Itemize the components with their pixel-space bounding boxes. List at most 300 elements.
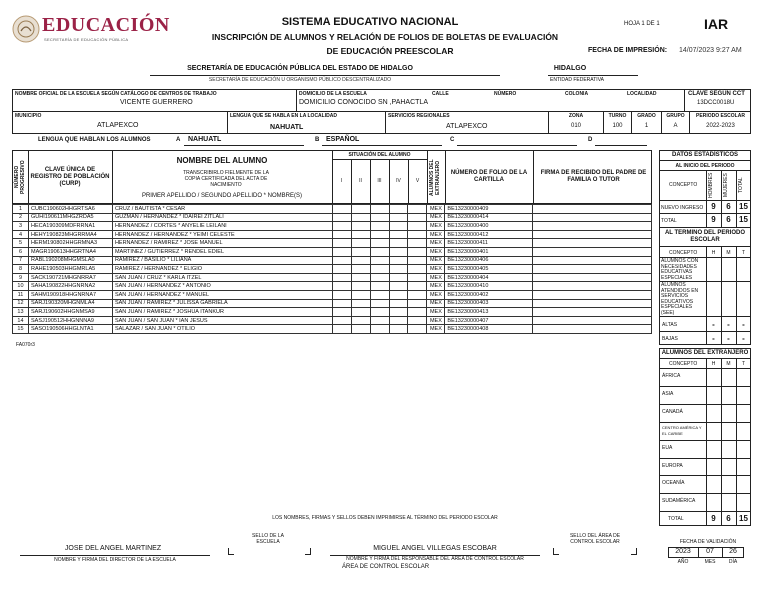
sheet-number: HOJA 1 DE 1 bbox=[624, 21, 660, 27]
seal-logo bbox=[12, 15, 40, 43]
row-sit-4 bbox=[389, 256, 408, 265]
row-foreign: MEX bbox=[427, 325, 445, 334]
row-sit-1 bbox=[332, 325, 351, 334]
cct-label: CLAVE SEGÚN CCT bbox=[688, 91, 745, 97]
row-name: HERNANDEZ / HERNANDEZ * YEIMI CELESTE bbox=[112, 230, 332, 239]
form-version: FA070r3 bbox=[16, 342, 35, 348]
row-curp: SARJ190602HHGNMSA9 bbox=[28, 308, 112, 317]
row-number: 2 bbox=[13, 213, 29, 222]
row-curp: MAGR190613HHGRTNA4 bbox=[28, 247, 112, 256]
row-sit-2 bbox=[351, 308, 370, 317]
row-sit-1 bbox=[332, 299, 351, 308]
state-caption: ENTIDAD FEDERATIVA bbox=[550, 77, 604, 83]
language: NAHUATL bbox=[270, 124, 304, 131]
row-sit-2 bbox=[351, 247, 370, 256]
row-sit-5 bbox=[408, 308, 427, 317]
situation-3: III bbox=[377, 178, 382, 184]
row-curp: SASJ190512HHGNNNA9 bbox=[28, 316, 112, 325]
bajas-t: - bbox=[742, 334, 745, 343]
col-number: NÚMERO PROGRESIVO bbox=[14, 160, 26, 194]
row-folio: BE13230000407 bbox=[445, 316, 533, 325]
street-label: CALLE bbox=[432, 91, 449, 97]
total-t: 15 bbox=[739, 215, 748, 224]
stats-title: DATOS ESTADÍSTICOS bbox=[671, 152, 738, 158]
row-curp: CUBC190602HHGRTSA6 bbox=[28, 205, 112, 214]
col-name-note: TRANSCRIBIRLO FIELMENTE DE LA COPIA CERTIFICADA DEL ACTA DE NACIMIENTO bbox=[183, 170, 269, 188]
row-receipt bbox=[533, 256, 652, 265]
area-label: ÁREA DE CONTROL ESCOLAR bbox=[342, 564, 430, 570]
row-name: CRUZ / BAUTISTA * CESAR bbox=[112, 205, 332, 214]
row-folio: BE13230000405 bbox=[445, 265, 533, 274]
row-folio: BE13230000412 bbox=[445, 230, 533, 239]
row-curp: RABL190208MHGMSLA0 bbox=[28, 256, 112, 265]
lang-b-letter: B bbox=[315, 137, 320, 143]
row-foreign: MEX bbox=[427, 230, 445, 239]
row-sit-4 bbox=[389, 239, 408, 248]
regional-label: SERVICIOS REGIONALES bbox=[388, 113, 450, 119]
responsible-name: MIGUEL ANGEL VILLEGAS ESCOBAR bbox=[373, 545, 497, 552]
stats-hombres: HOMBRES bbox=[708, 172, 714, 198]
row-folio: BE13230000406 bbox=[445, 256, 533, 265]
foreign-m: M bbox=[726, 361, 731, 367]
row-sit-4 bbox=[389, 316, 408, 325]
row-number: 13 bbox=[13, 308, 29, 317]
row-curp: HERM190802HHGRMNA3 bbox=[28, 239, 112, 248]
secretaria: SECRETARÍA DE EDUCACIÓN PÚBLICA DEL ESTADO DE HIDALGO bbox=[187, 65, 413, 72]
row-sit-1 bbox=[332, 316, 351, 325]
row-sit-1 bbox=[332, 230, 351, 239]
student-row bbox=[13, 205, 652, 214]
row-sit-4 bbox=[389, 299, 408, 308]
row-receipt bbox=[533, 325, 652, 334]
footer-note: LOS NOMBRES, FIRMAS Y SELLOS DEBEN IMPRIMIRSE AL TÉRMINO DEL PERIODO ESCOLAR bbox=[272, 515, 498, 521]
foreign-region-label: ÁFRICA bbox=[662, 373, 681, 379]
row-name: SAN JUAN / HERNANDEZ * ANTONIO bbox=[112, 282, 332, 291]
row-curp: SARJ190320MHGNMLA4 bbox=[28, 299, 112, 308]
col-name: NOMBRE DEL ALUMNO bbox=[176, 156, 268, 165]
stats-concept: CONCEPTO bbox=[669, 182, 698, 188]
row-name: SAN JUAN / RAMIREZ * JOSHUA ITANKUR bbox=[112, 308, 332, 317]
row-curp: SAHM190918HHGNRNA7 bbox=[28, 290, 112, 299]
end-m: M bbox=[726, 250, 731, 256]
number-label: NÚMERO bbox=[494, 91, 517, 97]
row-number: 11 bbox=[13, 290, 29, 299]
new-entry-t: 15 bbox=[739, 202, 748, 211]
row-sit-1 bbox=[332, 256, 351, 265]
row-curp: HEHY190823MHGRRMA4 bbox=[28, 230, 112, 239]
student-row bbox=[13, 222, 652, 231]
row-number: 7 bbox=[13, 256, 29, 265]
row-name: SAN JUAN / CRUZ * KARLA ITZEL bbox=[112, 273, 332, 282]
row-sit-4 bbox=[389, 282, 408, 291]
seal-school: SELLO DE LA ESCUELA bbox=[252, 533, 284, 545]
turno: 100 bbox=[612, 123, 623, 129]
end-t: T bbox=[741, 250, 746, 256]
foreign-total-t: 15 bbox=[739, 514, 748, 523]
row-sit-3 bbox=[370, 239, 389, 248]
row-sit-3 bbox=[370, 316, 389, 325]
row-receipt bbox=[533, 230, 652, 239]
student-row bbox=[13, 213, 652, 222]
row-curp: SACK190721MHGNRRA7 bbox=[28, 273, 112, 282]
row-sit-3 bbox=[370, 230, 389, 239]
row-sit-1 bbox=[332, 239, 351, 248]
row-folio: BE13230000402 bbox=[445, 290, 533, 299]
row-sit-1 bbox=[332, 205, 351, 214]
new-entry-h: 9 bbox=[711, 202, 716, 211]
row-receipt bbox=[533, 316, 652, 325]
row-folio: BE13230000410 bbox=[445, 282, 533, 291]
total-h: 9 bbox=[711, 215, 716, 224]
row-folio: BE13230000409 bbox=[445, 205, 533, 214]
row-folio: BE13230000414 bbox=[445, 213, 533, 222]
end-concept: CONCEPTO bbox=[669, 250, 698, 256]
row-sit-3 bbox=[370, 205, 389, 214]
row-sit-2 bbox=[351, 316, 370, 325]
row-sit-4 bbox=[389, 222, 408, 231]
month-label: MES bbox=[704, 559, 716, 565]
row-sit-1 bbox=[332, 265, 351, 274]
row-name: SAN JUAN / HERNANDEZ * MANUEL bbox=[112, 290, 332, 299]
stats-end: AL TERMINO DEL PERIODO ESCOLAR bbox=[664, 230, 746, 243]
row-sit-5 bbox=[408, 205, 427, 214]
row-receipt bbox=[533, 265, 652, 274]
lang-b: ESPAÑOL bbox=[326, 136, 360, 143]
altas-m: - bbox=[727, 320, 730, 329]
lang-a-letter: A bbox=[176, 137, 181, 143]
end-h: H bbox=[711, 250, 716, 256]
row-folio: BE13230000400 bbox=[445, 222, 533, 231]
foreign-total-h: 9 bbox=[711, 514, 716, 523]
student-row bbox=[13, 247, 652, 256]
row-folio: BE13230000403 bbox=[445, 299, 533, 308]
row-sit-2 bbox=[351, 290, 370, 299]
row-sit-1 bbox=[332, 290, 351, 299]
brand-name: EDUCACIÓN bbox=[42, 14, 170, 36]
student-row bbox=[13, 239, 652, 248]
system-title: SISTEMA EDUCATIVO NACIONAL bbox=[281, 16, 459, 28]
foreign-region-label: OCEANÍA bbox=[662, 480, 685, 487]
state: HIDALGO bbox=[553, 65, 587, 72]
new-entry-m: 6 bbox=[726, 202, 731, 211]
row-number: 4 bbox=[13, 230, 29, 239]
row-name: SALAZAR / SAN JUAN * OTILIO bbox=[112, 325, 332, 334]
row-receipt bbox=[533, 222, 652, 231]
row-folio: BE13230000413 bbox=[445, 308, 533, 317]
grupo: A bbox=[673, 123, 678, 129]
row-foreign: MEX bbox=[427, 299, 445, 308]
municipio: ATLAPEXCO bbox=[97, 122, 139, 129]
validation-month: 07 bbox=[706, 548, 714, 555]
row-sit-2 bbox=[351, 256, 370, 265]
row-receipt bbox=[533, 213, 652, 222]
foreign-region-label: ASIA bbox=[662, 390, 674, 397]
row-number: 9 bbox=[13, 273, 29, 282]
row-sit-1 bbox=[332, 273, 351, 282]
row-foreign: MEX bbox=[427, 282, 445, 291]
regional: ATLAPEXCO bbox=[446, 123, 488, 130]
row-sit-2 bbox=[351, 282, 370, 291]
row-name: RAMIREZ / HERNANDEZ * ELIGIO bbox=[112, 265, 332, 274]
stats-start: AL INICIO DEL PERIODO bbox=[675, 163, 735, 169]
row-number: 14 bbox=[13, 316, 29, 325]
foreign-total-m: 6 bbox=[726, 514, 731, 523]
validation-label: FECHA DE VALIDACIÓN bbox=[679, 539, 737, 545]
colonia-label: COLONIA bbox=[565, 91, 589, 97]
turno-label: TURNO bbox=[608, 113, 627, 119]
row-sit-3 bbox=[370, 325, 389, 334]
student-row bbox=[13, 325, 652, 334]
row-sit-4 bbox=[389, 308, 408, 317]
grupo-label: GRUPO bbox=[666, 113, 685, 119]
brand-subtitle: SECRETARÍA DE EDUCACIÓN PÚBLICA bbox=[44, 37, 129, 42]
row-number: 3 bbox=[13, 222, 29, 231]
row-sit-4 bbox=[389, 213, 408, 222]
row-sit-5 bbox=[408, 265, 427, 274]
foreign-h: H bbox=[711, 361, 716, 367]
student-lang-label: LENGUA QUE HABLAN LOS ALUMNOS bbox=[38, 137, 151, 143]
locality-label: LOCALIDAD bbox=[627, 91, 657, 97]
secretaria-caption: SECRETARÍA DE EDUCACIÓN U ORGANISMO PÚBLICO DESCENTRALIZADO bbox=[208, 77, 392, 83]
cct-value: 13DCC0018U bbox=[697, 100, 735, 106]
row-foreign: MEX bbox=[427, 290, 445, 299]
row-name: HERNANDEZ / CORTES * ANYELIE LEILANI bbox=[112, 222, 332, 231]
student-row bbox=[13, 316, 652, 325]
row-sit-4 bbox=[389, 205, 408, 214]
row-name: MARTINEZ / GUTIERREZ * RENDEL EDIEL bbox=[112, 247, 332, 256]
row-foreign: MEX bbox=[427, 247, 445, 256]
municipio-label: MUNICIPIO bbox=[15, 113, 42, 119]
row-sit-5 bbox=[408, 247, 427, 256]
zona: 010 bbox=[570, 123, 581, 129]
row-foreign: MEX bbox=[427, 273, 445, 282]
student-row bbox=[13, 308, 652, 317]
student-row bbox=[13, 265, 652, 274]
row-sit-1 bbox=[332, 213, 351, 222]
responsible-caption: NOMBRE Y FIRMA DEL RESPONSABLE DEL ÁREA DE CONTROL ESCOLAR bbox=[346, 556, 524, 562]
row-sit-3 bbox=[370, 299, 389, 308]
lang-d-letter: D bbox=[588, 137, 593, 143]
foreign-region-label: SUDAMÉRICA bbox=[662, 498, 696, 505]
stats-total-label: TOTAL bbox=[661, 218, 677, 224]
foreign-t: T bbox=[741, 361, 746, 367]
row-foreign: MEX bbox=[427, 239, 445, 248]
situation-2: II bbox=[359, 178, 362, 184]
row-sit-5 bbox=[408, 325, 427, 334]
row-sit-5 bbox=[408, 316, 427, 325]
row-sit-2 bbox=[351, 205, 370, 214]
form-title-line1: INSCRIPCIÓN DE ALUMNOS Y RELACIÓN DE FOLIOS DE BOLETAS DE EVALUACIÓN bbox=[211, 32, 559, 42]
lang-a: NAHUATL bbox=[188, 136, 222, 143]
col-foreign: ALUMNOS DEL EXTRANJERO bbox=[429, 159, 441, 197]
school-name: VICENTE GUERRERO bbox=[120, 99, 193, 106]
row-sit-4 bbox=[389, 230, 408, 239]
row-receipt bbox=[533, 273, 652, 282]
grado-label: GRADO bbox=[637, 113, 656, 119]
row-sit-1 bbox=[332, 247, 351, 256]
bajas-label: BAJAS bbox=[662, 336, 678, 342]
row-sit-3 bbox=[370, 290, 389, 299]
row-foreign: MEX bbox=[427, 308, 445, 317]
row-sit-5 bbox=[408, 230, 427, 239]
altas-label: ALTAS bbox=[662, 322, 678, 328]
row-name: SAN JUAN / RAMIREZ * JULISSA GABRIELA bbox=[112, 299, 332, 308]
row-foreign: MEX bbox=[427, 265, 445, 274]
row-sit-4 bbox=[389, 325, 408, 334]
situation-1: I bbox=[340, 178, 343, 184]
row-sit-3 bbox=[370, 247, 389, 256]
row-sit-2 bbox=[351, 213, 370, 222]
bajas-m: - bbox=[727, 334, 730, 343]
student-row bbox=[13, 273, 652, 282]
row-foreign: MEX bbox=[427, 213, 445, 222]
row-sit-5 bbox=[408, 282, 427, 291]
validation-day: 26 bbox=[729, 548, 737, 555]
row-foreign: MEX bbox=[427, 316, 445, 325]
col-name-order: PRIMER APELLIDO / SEGUNDO APELLIDO * NOMBRE(S) bbox=[141, 193, 303, 199]
row-receipt bbox=[533, 247, 652, 256]
row-sit-2 bbox=[351, 230, 370, 239]
seal-area: SELLO DEL ÁREA DE CONTROL ESCOLAR bbox=[569, 533, 621, 545]
student-row bbox=[13, 299, 652, 308]
row-receipt bbox=[533, 239, 652, 248]
school-name-label: NOMBRE OFICIAL DE LA ESCUELA SEGÚN CATÁLOGO DE CENTROS DE TRABAJO bbox=[15, 91, 217, 97]
foreign-title: ALUMNOS DEL EXTRANJERO bbox=[661, 350, 749, 356]
row-foreign: MEX bbox=[427, 222, 445, 231]
row-receipt bbox=[533, 282, 652, 291]
form-code: IAR bbox=[704, 16, 729, 32]
year-label: AÑO bbox=[677, 559, 689, 565]
nee-label: ALUMNOS CON NECESIDADES EDUCATIVAS ESPECIALES bbox=[661, 258, 699, 281]
col-folio: NÚMERO DE FOLIO DE LA CARTILLA bbox=[450, 170, 528, 183]
row-number: 1 bbox=[13, 205, 29, 214]
row-sit-5 bbox=[408, 222, 427, 231]
col-curp: CLAVE ÚNICA DE REGISTRO DE POBLACIÓN (CURP) bbox=[30, 167, 110, 187]
form-title-line2: DE EDUCACIÓN PREESCOLAR bbox=[326, 46, 454, 56]
print-date-label: FECHA DE IMPRESIÓN: bbox=[588, 47, 668, 54]
periodo-label: PERIODO ESCOLAR bbox=[696, 113, 745, 119]
row-receipt bbox=[533, 299, 652, 308]
col-receipt: FIRMA DE RECIBIDO DEL PADRE DE FAMILIA O TUTOR bbox=[540, 170, 647, 183]
new-entry-label: NUEVO INGRESO bbox=[661, 205, 704, 211]
row-sit-5 bbox=[408, 213, 427, 222]
row-name: RAMIREZ / BASILIO * LILIANA bbox=[112, 256, 332, 265]
row-curp: HECA190309MDFRRNA1 bbox=[28, 222, 112, 231]
address-label: DOMICILIO DE LA ESCUELA bbox=[299, 91, 367, 97]
row-sit-5 bbox=[408, 290, 427, 299]
row-sit-3 bbox=[370, 282, 389, 291]
student-row bbox=[13, 282, 652, 291]
print-date: 14/07/2023 9:27 AM bbox=[679, 47, 742, 54]
row-curp: GUHI190611MHGZRDA5 bbox=[28, 213, 112, 222]
row-curp: RAHE190503HHGMRLA5 bbox=[28, 265, 112, 274]
foreign-region-label: CANADÁ bbox=[662, 408, 683, 415]
row-curp: SASO190506HHGLNTA1 bbox=[28, 325, 112, 334]
row-number: 12 bbox=[13, 299, 29, 308]
director-caption: NOMBRE Y FIRMA DEL DIRECTOR DE LA ESCUELA bbox=[54, 557, 176, 563]
row-sit-3 bbox=[370, 213, 389, 222]
director-name: JOSE DEL ANGEL MARTINEZ bbox=[64, 545, 162, 552]
row-sit-5 bbox=[408, 273, 427, 282]
students-table bbox=[12, 204, 652, 334]
row-sit-2 bbox=[351, 325, 370, 334]
row-sit-5 bbox=[408, 256, 427, 265]
row-name: HERNANDEZ / RAMIREZ * JOSE MANUEL bbox=[112, 239, 332, 248]
row-foreign: MEX bbox=[427, 205, 445, 214]
foreign-total-label: TOTAL bbox=[668, 516, 684, 522]
row-sit-2 bbox=[351, 299, 370, 308]
row-number: 6 bbox=[13, 247, 29, 256]
row-receipt bbox=[533, 205, 652, 214]
zona-label: ZONA bbox=[568, 113, 584, 119]
altas-t: - bbox=[742, 320, 745, 329]
row-sit-3 bbox=[370, 265, 389, 274]
language-label: LENGUA QUE SE HABLA EN LA LOCALIDAD bbox=[230, 113, 337, 119]
row-sit-4 bbox=[389, 273, 408, 282]
altas-h: - bbox=[712, 320, 715, 329]
row-folio: BE13230000411 bbox=[445, 239, 533, 248]
total-m: 6 bbox=[726, 215, 731, 224]
student-row bbox=[13, 290, 652, 299]
foreign-region-label: EUA bbox=[662, 444, 673, 451]
situation-5: V bbox=[415, 178, 420, 184]
grado: 1 bbox=[644, 123, 649, 129]
row-number: 10 bbox=[13, 282, 29, 291]
validation-year: 2023 bbox=[675, 548, 691, 555]
see-label: ALUMNOS ATENDIDOS EN SERVICIOS EDUCATIVOS ESPECIALES (SEE) bbox=[661, 282, 699, 316]
row-sit-2 bbox=[351, 222, 370, 231]
periodo: 2022-2023 bbox=[706, 123, 735, 129]
foreign-region-label: CENTRO AMÉRICA Y EL CARIBE bbox=[662, 424, 702, 436]
row-foreign: MEX bbox=[427, 256, 445, 265]
row-folio: BE13230000404 bbox=[445, 273, 533, 282]
situation-4: IV bbox=[396, 178, 401, 184]
row-receipt bbox=[533, 308, 652, 317]
foreign-concept: CONCEPTO bbox=[669, 361, 698, 367]
row-name: GUZMAN / HERNANDEZ * IDAIREI ZITLALI bbox=[112, 213, 332, 222]
row-sit-3 bbox=[370, 222, 389, 231]
lang-c-letter: C bbox=[450, 137, 455, 143]
row-sit-4 bbox=[389, 290, 408, 299]
row-number: 5 bbox=[13, 239, 29, 248]
row-sit-1 bbox=[332, 222, 351, 231]
col-situation: SITUACIÓN DEL ALUMNO bbox=[348, 152, 411, 158]
stats-total-col: TOTAL bbox=[738, 177, 744, 193]
row-curp: SAHA190822HHGNRNA2 bbox=[28, 282, 112, 291]
row-folio: BE13230000408 bbox=[445, 325, 533, 334]
row-sit-1 bbox=[332, 308, 351, 317]
row-name: SAN JUAN / SAN JUAN * IAN JESUS bbox=[112, 316, 332, 325]
day-label: DÍA bbox=[728, 559, 738, 565]
bajas-h: - bbox=[712, 334, 715, 343]
row-sit-3 bbox=[370, 273, 389, 282]
row-sit-2 bbox=[351, 265, 370, 274]
row-sit-5 bbox=[408, 239, 427, 248]
row-sit-1 bbox=[332, 282, 351, 291]
row-folio: BE13230000401 bbox=[445, 247, 533, 256]
student-row bbox=[13, 230, 652, 239]
row-number: 15 bbox=[13, 325, 29, 334]
student-row bbox=[13, 256, 652, 265]
school-address: DOMICILIO CONOCIDO SN ,PAHACTLA bbox=[299, 99, 428, 106]
row-sit-5 bbox=[408, 299, 427, 308]
row-sit-3 bbox=[370, 308, 389, 317]
stats-mujeres: MUJERES bbox=[723, 173, 729, 197]
row-sit-3 bbox=[370, 256, 389, 265]
row-sit-4 bbox=[389, 247, 408, 256]
row-number: 8 bbox=[13, 265, 29, 274]
foreign-region-label: EUROPA bbox=[662, 462, 683, 469]
